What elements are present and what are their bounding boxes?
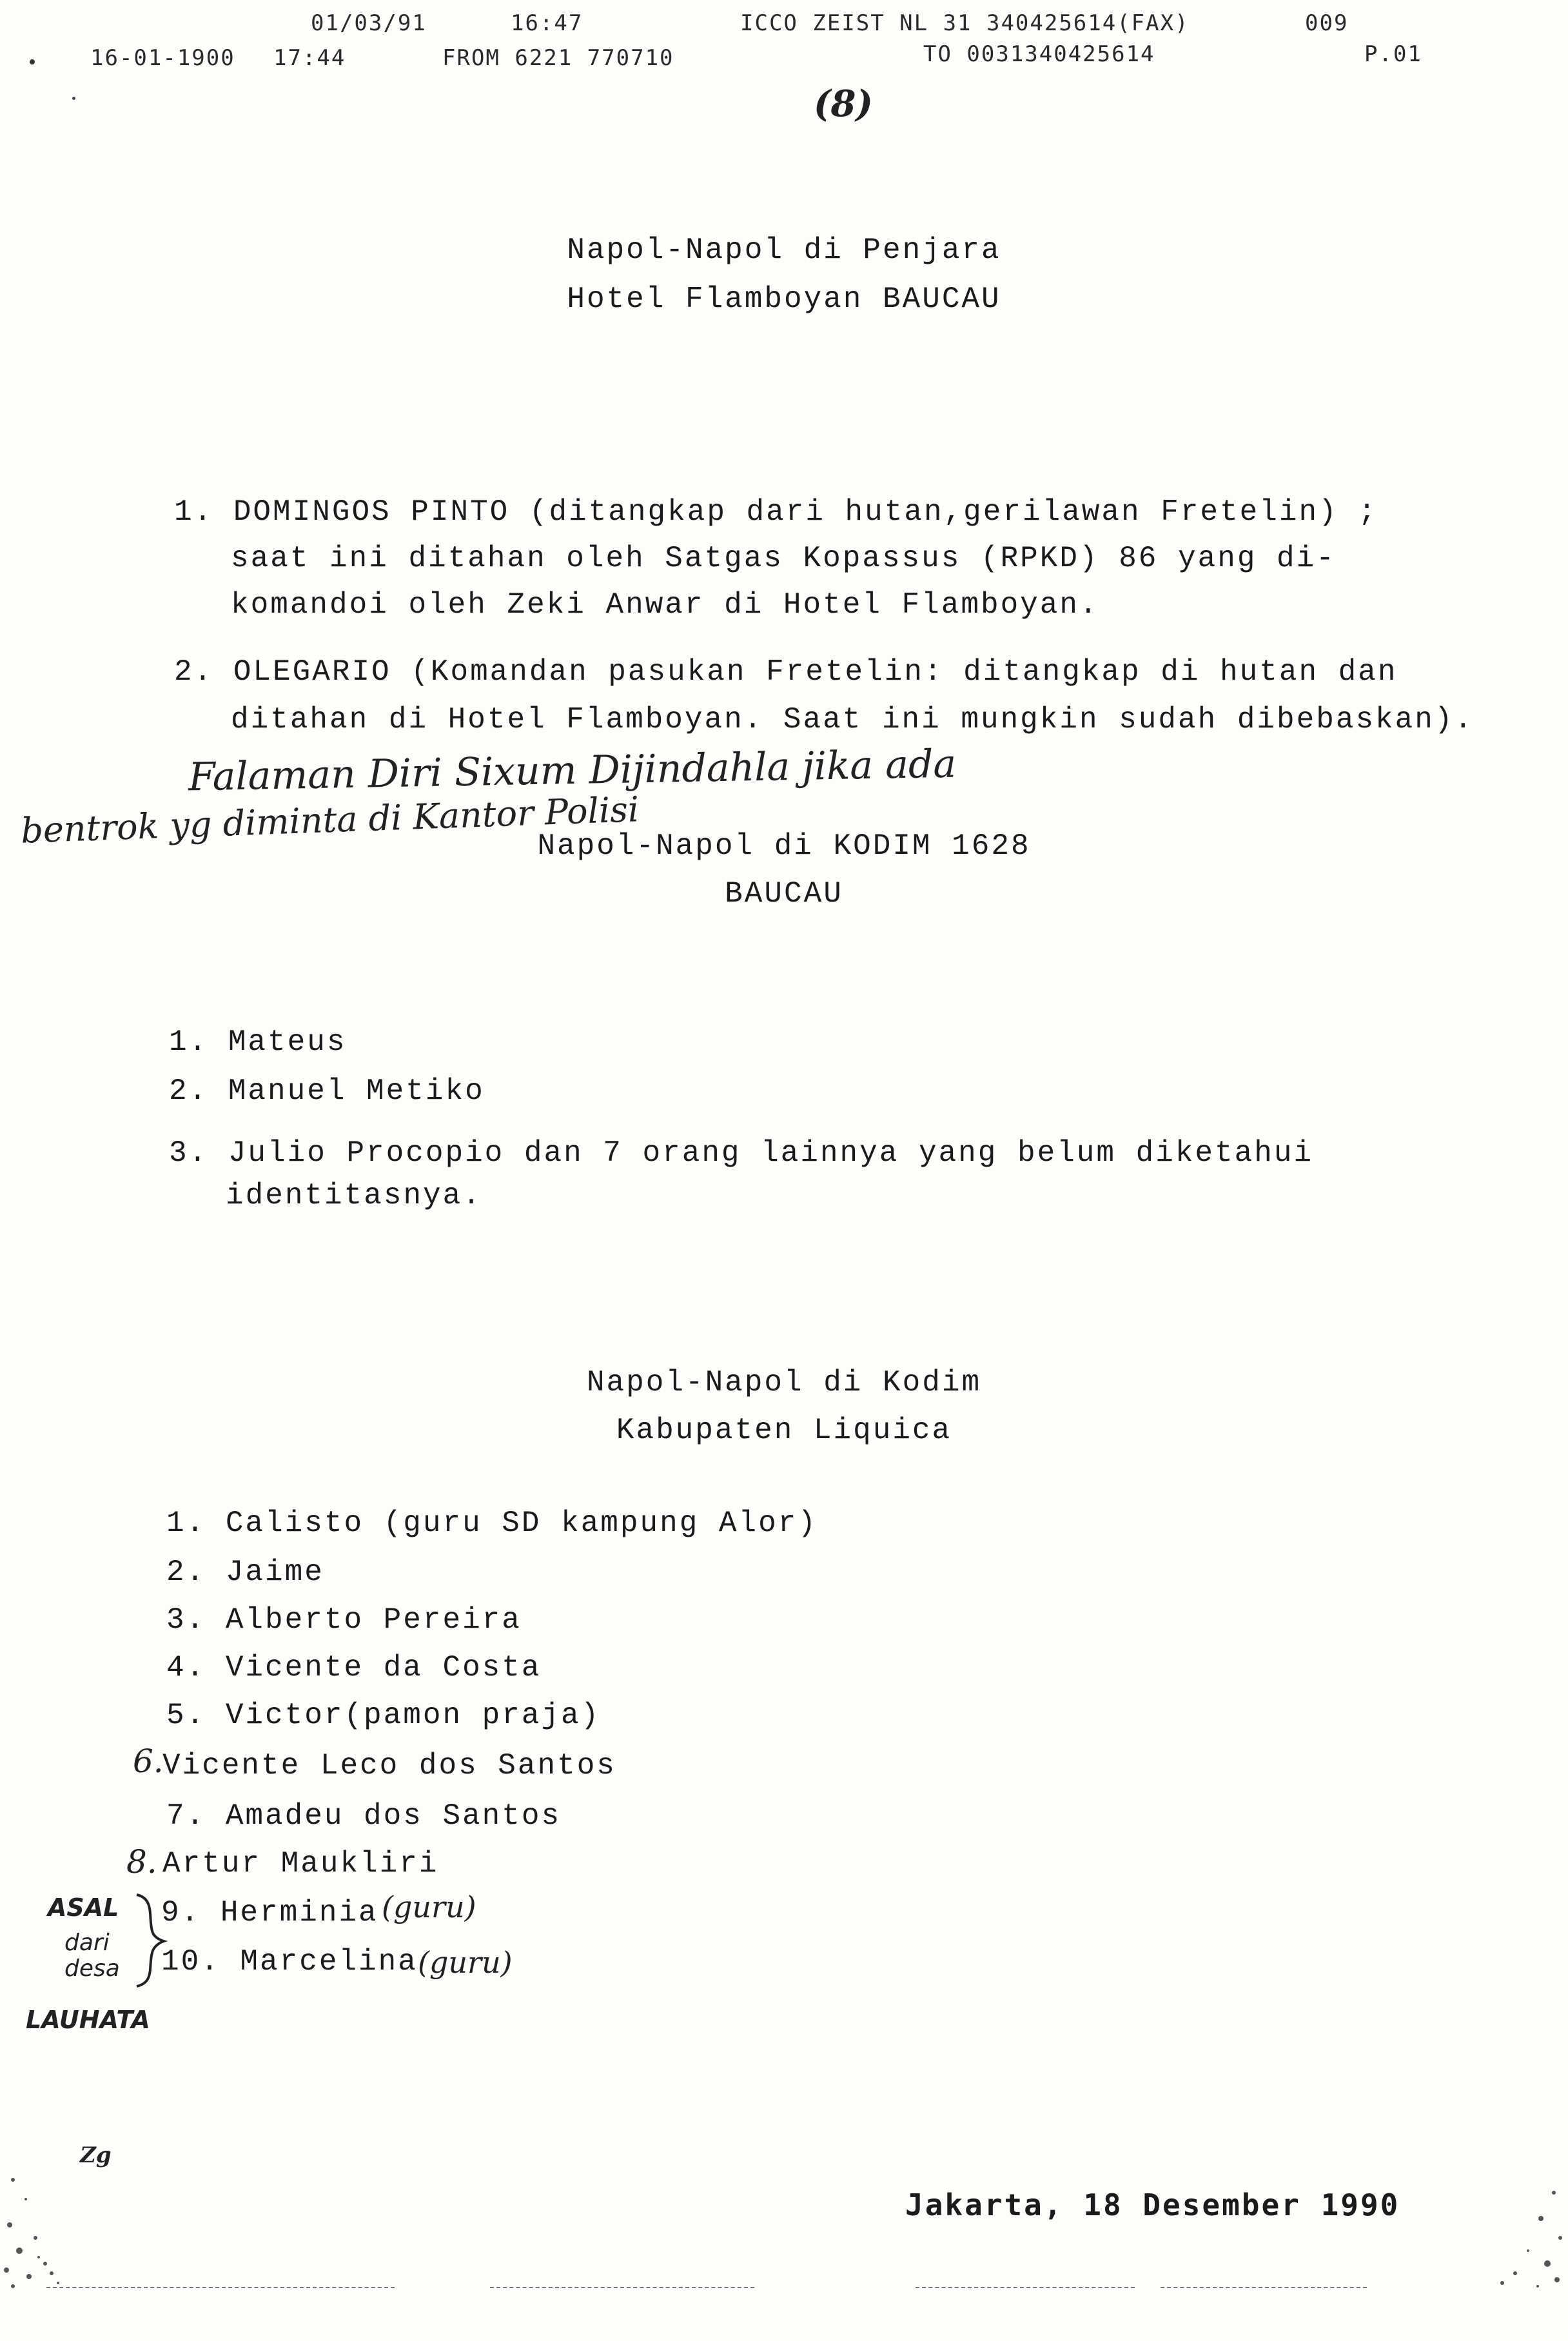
fax-page-count: 009	[1305, 10, 1349, 36]
fax-edge-line	[46, 2287, 395, 2288]
list-item: 1. DOMINGOS PINTO (ditangkap dari hutan,gerilawan Fretelin) ;	[174, 495, 1378, 529]
section1-title: Napol-Napol di Penjara	[567, 233, 1001, 267]
list-item: 3. Alberto Pereira	[166, 1603, 522, 1637]
list-item: 5. Victor(pamon praja)	[166, 1699, 601, 1732]
list-item: 7. Amadeu dos Santos	[166, 1799, 562, 1833]
fax-page-number: P.01	[1364, 41, 1422, 67]
list-item: 2. Jaime	[166, 1556, 324, 1589]
fax-recv-date: 16-01-1900	[90, 45, 235, 71]
handwritten-note: Falaman Diri Sixum Dijindahla jika ada	[188, 741, 957, 800]
fax-sent-date: 01/03/91	[311, 10, 427, 36]
section2-subtitle: BAUCAU	[725, 877, 843, 911]
brace-mark	[129, 1892, 168, 1989]
list-item: 10. Marcelina	[161, 1945, 418, 1979]
section3-subtitle: Kabupaten Liquica	[616, 1414, 952, 1447]
fax-from: FROM 6221 770710	[442, 45, 674, 71]
fax-sent-time: 16:47	[511, 10, 583, 36]
handwritten-number: 8.	[126, 1843, 157, 1881]
margin-note: ASAL	[48, 1893, 119, 1922]
page-number-stamp: (8)	[814, 83, 873, 125]
section3-title: Napol-Napol di Kodim	[586, 1366, 982, 1399]
list-item: Vicente Leco dos Santos	[162, 1749, 616, 1783]
list-item: 4. Vicente da Costa	[166, 1651, 542, 1684]
fax-to: TO 0031340425614	[923, 41, 1155, 67]
handwritten-number: 6.	[133, 1743, 164, 1780]
handwritten-annotation: (guru)	[382, 1890, 476, 1924]
fax-sender: ICCO ZEIST NL 31 340425614(FAX)	[740, 10, 1190, 36]
list-item: ditahan di Hotel Flamboyan. Saat ini mungkin sudah dibebaskan).	[231, 703, 1475, 736]
signoff-place-date: Jakarta, 18 Desember 1990	[905, 2188, 1400, 2222]
header-dot	[30, 59, 35, 64]
scan-noise	[1476, 2167, 1568, 2296]
list-item: 3. Julio Procopio dan 7 orang lainnya yang belum diketahui	[169, 1136, 1314, 1170]
list-item: saat ini ditahan oleh Satgas Kopassus (RPKD) 86 yang di-	[231, 542, 1336, 575]
fax-edge-line	[916, 2287, 1135, 2288]
section1-subtitle: Hotel Flamboyan BAUCAU	[567, 282, 1001, 316]
list-item: 2. OLEGARIO (Komandan pasukan Fretelin: ditangkap di hutan dan	[174, 655, 1398, 689]
initials: Zg	[80, 2142, 112, 2168]
margin-note: desa	[64, 1955, 120, 1982]
list-item: 1. Mateus	[169, 1025, 347, 1059]
list-item: identitasnya.	[226, 1179, 482, 1212]
list-item: 2. Manuel Metiko	[169, 1074, 485, 1108]
fax-recv-time: 17:44	[273, 45, 346, 71]
list-item: komandoi oleh Zeki Anwar di Hotel Flamboyan.	[231, 588, 1099, 622]
margin-note: LAUHATA	[26, 2006, 150, 2034]
fax-edge-line	[1161, 2287, 1367, 2288]
list-item: 1. Calisto (guru SD kampung Alor)	[166, 1506, 818, 1540]
fax-edge-line	[490, 2287, 754, 2288]
list-item: Artur Maukliri	[162, 1847, 439, 1881]
handwritten-annotation: (guru)	[418, 1945, 513, 1980]
list-item: 9. Herminia	[161, 1896, 378, 1930]
header-dot	[72, 97, 75, 100]
scan-noise	[0, 2154, 90, 2302]
margin-note: dari	[64, 1930, 110, 1956]
handwritten-note: bentrok yg diminta di Kantor Polisi	[20, 789, 640, 851]
section2-title: Napol-Napol di KODIM 1628	[537, 829, 1031, 863]
